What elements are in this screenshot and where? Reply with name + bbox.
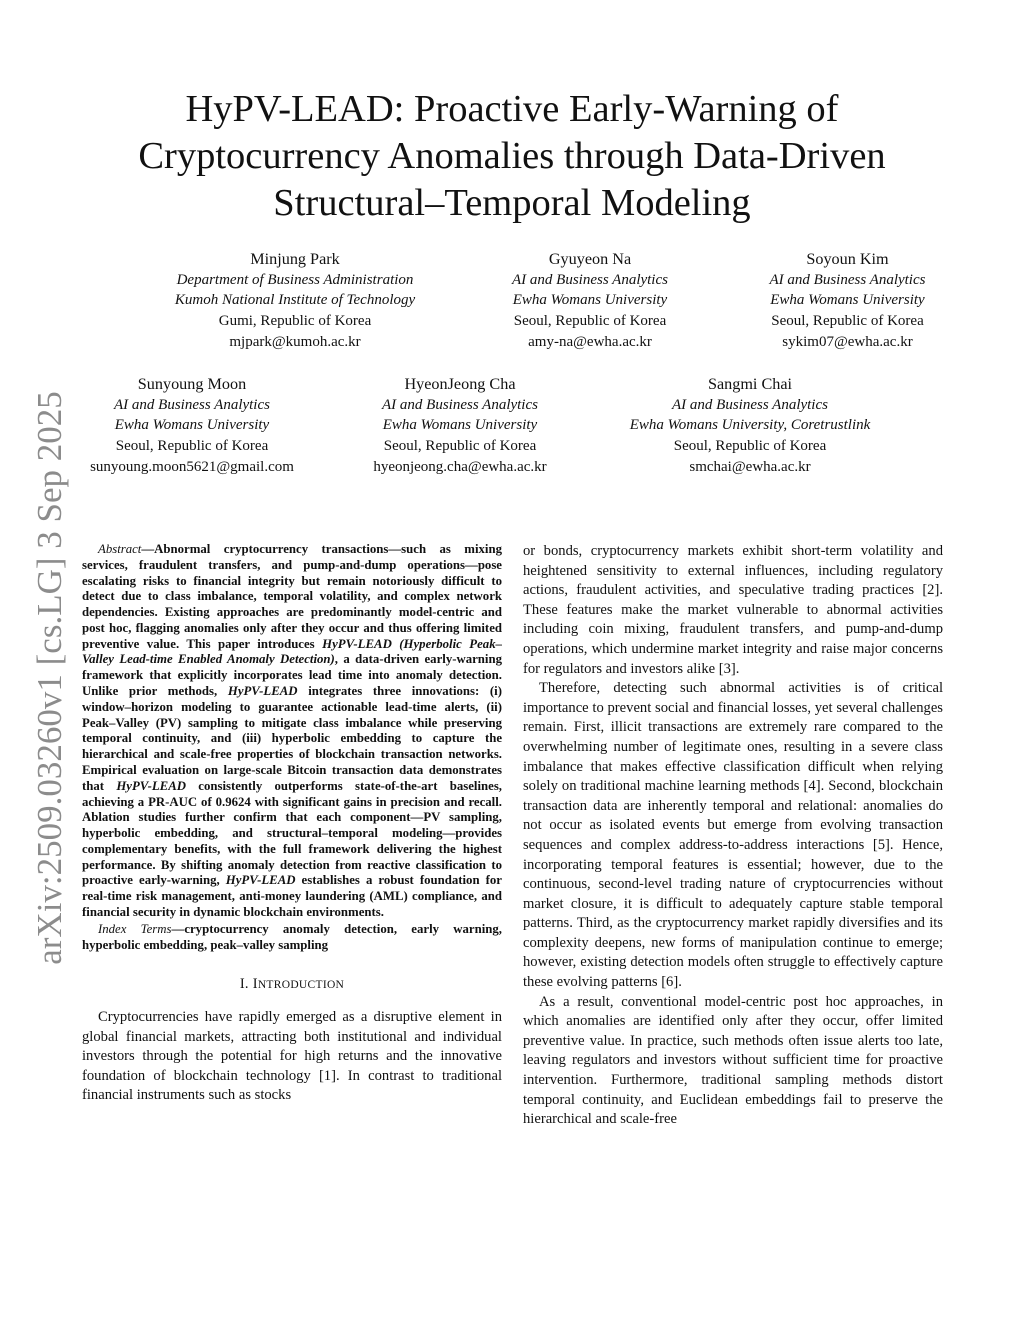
index-terms: Index Terms—cryptocurrency anomaly detection, early warning, hyperbolic embedding, peak–valley sampling: [82, 921, 502, 952]
author-location: Gumi, Republic of Korea: [218, 313, 372, 330]
author-institution: Ewha Womans University: [114, 417, 270, 434]
author-location: Seoul, Republic of Korea: [771, 313, 924, 330]
intro-paragraph: Cryptocurrencies have rapidly emerged as a disruptive element in global financial markets, attracting both institutional and individual investors through the potential for high returns and the innovative foundation of blockchain technology [1]. In contrast to traditional financial instruments such as stocks: [82, 1008, 502, 1104]
author-department: AI and Business Analytics: [512, 271, 668, 288]
author-email: amy-na@ewha.ac.kr: [528, 333, 652, 350]
author-name: Gyuyeon Na: [548, 250, 632, 268]
author-location: Seoul, Republic of Korea: [673, 438, 827, 455]
author-institution: Ewha Womans University: [382, 417, 538, 434]
index-terms-label: Index Terms: [98, 921, 172, 936]
author-department: AI and Business Analytics: [769, 271, 926, 288]
arxiv-id-text: arXiv:2509.03260v1 [cs.LG] 3 Sep 2025: [30, 391, 69, 965]
author-email: sunyoung.moon5621@gmail.com: [90, 458, 294, 475]
author-block: [140, 249, 450, 353]
author-name: Sunyoung Moon: [137, 375, 247, 393]
intro-paragraph: or bonds, cryptocurrency markets exhibit short-term volatility and heightened sensitivity to external influences, including regulatory actions, fraudulent activities, and speculative trading practices [2]. These features make the market vulnerable to abnormal activities including coin mixing, fraudulent transfers, and pump-and-dump operations, which undermine market integrity and raise major concerns for regulators and investors alike [3].: [523, 543, 943, 677]
paper-title: HyPV-LEAD: Proactive Early-Warning of Cryptocurrency Anomalies through Data-Driven Structural–Temporal Modeling: [138, 88, 886, 224]
author-name: Minjung Park: [250, 250, 340, 268]
author-block: [72, 374, 312, 478]
author-department: AI and Business Analytics: [114, 396, 270, 413]
author-email: hyeonjeong.cha@ewha.ac.kr: [373, 458, 547, 475]
author-department: Department of Business Administration: [176, 271, 414, 288]
author-block: [730, 249, 965, 353]
author-block: [350, 374, 570, 478]
intro-paragraph: As a result, conventional model-centric post hoc approaches, in which anomalies are identified only after they occur, offer limited preventive value. In practice, such methods often issue alerts too late, leaving regulators and investors without sufficient time for proactive intervention. Furthermore, traditional sampling methods distort temporal continuity, and Euclidean embeddings fail to preserve the hierarchical and scale-free: [523, 993, 943, 1128]
author-name: Sangmi Chai: [707, 375, 793, 393]
author-institution: Ewha Womans University, Coretrustlink: [629, 417, 871, 434]
author-department: AI and Business Analytics: [382, 396, 538, 413]
author-block: [460, 249, 720, 353]
author-name: HyeonJeong Cha: [404, 375, 516, 393]
right-column: [523, 542, 943, 1130]
abstract-label: Abstract: [98, 542, 142, 556]
left-column: [82, 542, 502, 1106]
author-department: AI and Business Analytics: [672, 396, 828, 413]
author-institution: Ewha Womans University: [512, 292, 668, 309]
author-location: Seoul, Republic of Korea: [383, 438, 537, 455]
author-block: [600, 374, 900, 478]
intro-paragraph: Therefore, detecting such abnormal activities is of critical importance to prevent social and financial losses, yet several challenges remain. First, illicit transactions are extremely rare compared to the overwhelming number of legitimate ones, resulting in a severe class imbalance that makes effective classification difficult when relying solely on traditional machine learning methods [4]. Second, blockchain transaction data are inherently temporal and relational: anomalies do not occur as isolated events but emerge from evolving transaction sequences and complex address-to-address interactions [5]. Hence, incorporating temporal features is essential; however, due to the continuous, second-level trading nature of cryptocurrencies without market closure, it is difficult to adequately capture stable temporal patterns. Third, as the cryptocurrency market rapidly diversifies and its complexity deepens, new forms of manipulation continue to emerge; however, existing detection models often struggle to effectively capture these evolving patterns [6].: [523, 680, 943, 991]
abstract: Abstract—Abnormal cryptocurrency transactions—such as mixing services, fraudulent transfers, and pump-and-dump operations—pose escalating risks to financial integrity but remain notoriously difficult to detect due to class imbalance, temporal volatility, and complex network dependencies. Existing approaches are predominantly model-centric and post hoc, flagging anomalies only after they occur and thus offering limited preventive value. This paper introduces HyPV-LEAD (Hyperbolic Peak–Valley Lead-time Enabled Anomaly Detection), a data-driven early-warning framework that explicitly incorporates lead time into anomaly detection. Unlike prior methods, HyPV-LEAD integrates three innovations: (i) window–horizon modeling to guarantee actionable lead-time alerts, (ii) Peak–Valley (PV) sampling to mitigate class imbalance while preserving temporal continuity, and (iii) hyperbolic embedding to capture the hierarchical and scale-free properties of blockchain transaction networks. Empirical evaluation on large-scale Bitcoin transaction data demonstrates that HyPV-LEAD consistently outperforms state-of-the-art baselines, achieving a PR-AUC of 0.9624 with significant gains in precision and recall. Ablation studies further confirm that each component—PV sampling, hyperbolic embedding, and structural–temporal modeling—provides complementary benefits, with the full framework delivering the highest performance. By shifting anomaly detection from reactive classification to proactive early-warning, HyPV-LEAD establishes a robust foundation for real-time risk management, anti-money laundering (AML) compliance, and financial security in dynamic blockchain environments.: [82, 542, 503, 919]
author-location: Seoul, Republic of Korea: [513, 313, 667, 330]
author-email: sykim07@ewha.ac.kr: [782, 333, 913, 350]
author-email: mjpark@kumoh.ac.kr: [229, 333, 361, 350]
author-institution: Ewha Womans University: [770, 292, 925, 309]
author-email: smchai@ewha.ac.kr: [689, 458, 811, 475]
author-institution: Kumoh National Institute of Technology: [174, 292, 416, 309]
author-location: Seoul, Republic of Korea: [115, 438, 269, 455]
section-heading: I. INTRODUCTION: [239, 976, 345, 993]
author-name: Soyoun Kim: [806, 250, 889, 268]
